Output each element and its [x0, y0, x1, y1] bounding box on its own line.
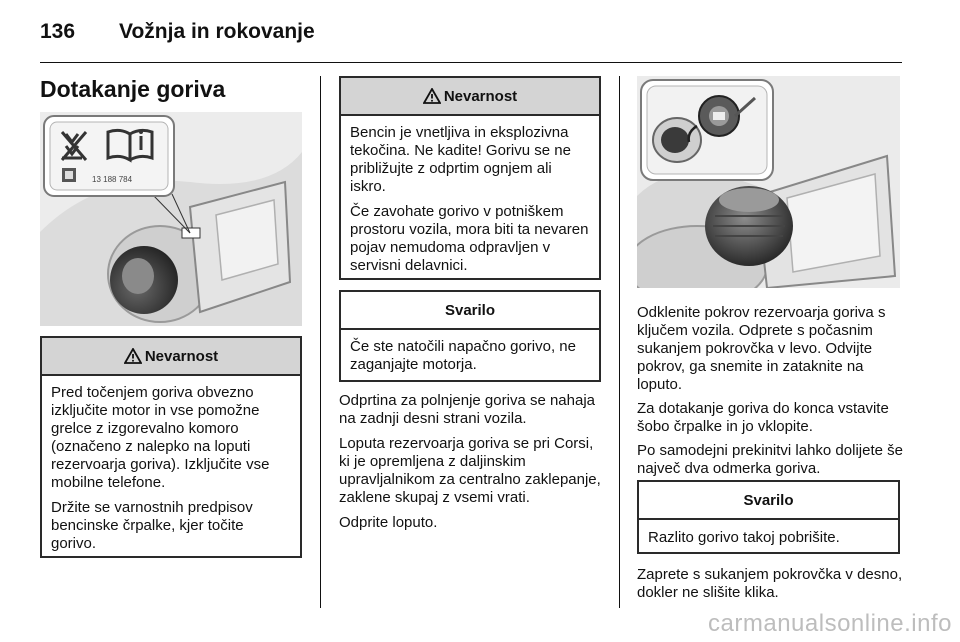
warning-paragraph: Držite se varnostnih predpisov bencinske črpalke, kjer točite gorivo. [51, 499, 253, 552]
body-paragraph: Po samodejni prekinitvi lahko dolijete še največ dva odmerka goriva. [637, 442, 903, 477]
body-paragraph: Za dotakanje goriva do konca vstavite šobo črpalke in jo vklopite. [637, 400, 889, 435]
footer-watermark-url[interactable]: carmanualsonline.info [708, 610, 952, 637]
figure-label-code: 13 188 784 [92, 175, 133, 184]
body-paragraph: Odklenite pokrov rezervoarja goriva s ključem vozila. Odprete s počasnim sukanjem pokrovčka v levo. Odvijte pokrov, ga snemite in zataknite na loputo. [637, 304, 886, 393]
body-paragraph: Loputa rezervoarja goriva se pri Corsi, ki je opremljena z daljinskim upravljalnikom za centralno zaklepanje, zaklene skupaj z vsemi vrati. [339, 435, 601, 506]
warning-box-title: Nevarnost [144, 347, 219, 365]
warning-box-header [42, 338, 300, 376]
caution-box-header: Svarilo [341, 292, 599, 330]
fuel-cap-illustration [637, 76, 900, 288]
body-paragraph: Odprite loputo. [339, 514, 438, 531]
caution-text: Če ste natočili napačno gorivo, ne zaganjajte motorja. [350, 338, 576, 373]
body-paragraph: Odprtina za polnjenje goriva se nahaja na zadnji desni strani vozila. [339, 392, 596, 427]
caution-box-right [637, 480, 900, 554]
body-paragraph: Zaprete s sukanjem pokrovčka v desno, dokler ne slišite klika. [637, 566, 903, 601]
warning-box-title: Nevarnost [443, 87, 518, 105]
column-divider-right [619, 76, 620, 608]
warning-box-left [40, 336, 302, 558]
right-text-column [637, 304, 905, 484]
middle-text-column [339, 392, 605, 539]
column-divider-left [320, 76, 321, 608]
caution-text: Razlito gorivo takoj pobrišite. [648, 529, 840, 546]
warning-triangle-icon [124, 348, 142, 364]
warning-paragraph: Bencin je vnetljiva in eksplozivna tekočina. Ne kadite! Gorivu se ne približujte z odprtim ognjem ali iskro. [350, 124, 571, 195]
chapter-title: Vožnja in rokovanje [119, 20, 315, 43]
caution-box-middle [339, 290, 601, 382]
warning-paragraph: Če zavohate gorivo v potniškem prostoru vozila, mora biti ta nevaren pojav nemudoma odpravljen v servisni delavnici. [350, 203, 589, 274]
warning-triangle-icon [423, 88, 441, 104]
page-number: 136 [40, 20, 76, 43]
caution-box-header: Svarilo [639, 482, 898, 520]
warning-box-header [341, 78, 599, 116]
fuel-flap-label-illustration [40, 112, 302, 326]
warning-paragraph: Pred točenjem goriva obvezno izključite motor in vse pomožne grelce z izgorevalno komoro (označeno z nalepko na loputi rezervoarja goriva). Izključite vse mobilne telefone. [51, 384, 270, 491]
header-divider [40, 62, 902, 63]
warning-box-middle [339, 76, 601, 280]
section-title: Dotakanje goriva [40, 76, 226, 102]
right-text-bottom [637, 566, 905, 609]
